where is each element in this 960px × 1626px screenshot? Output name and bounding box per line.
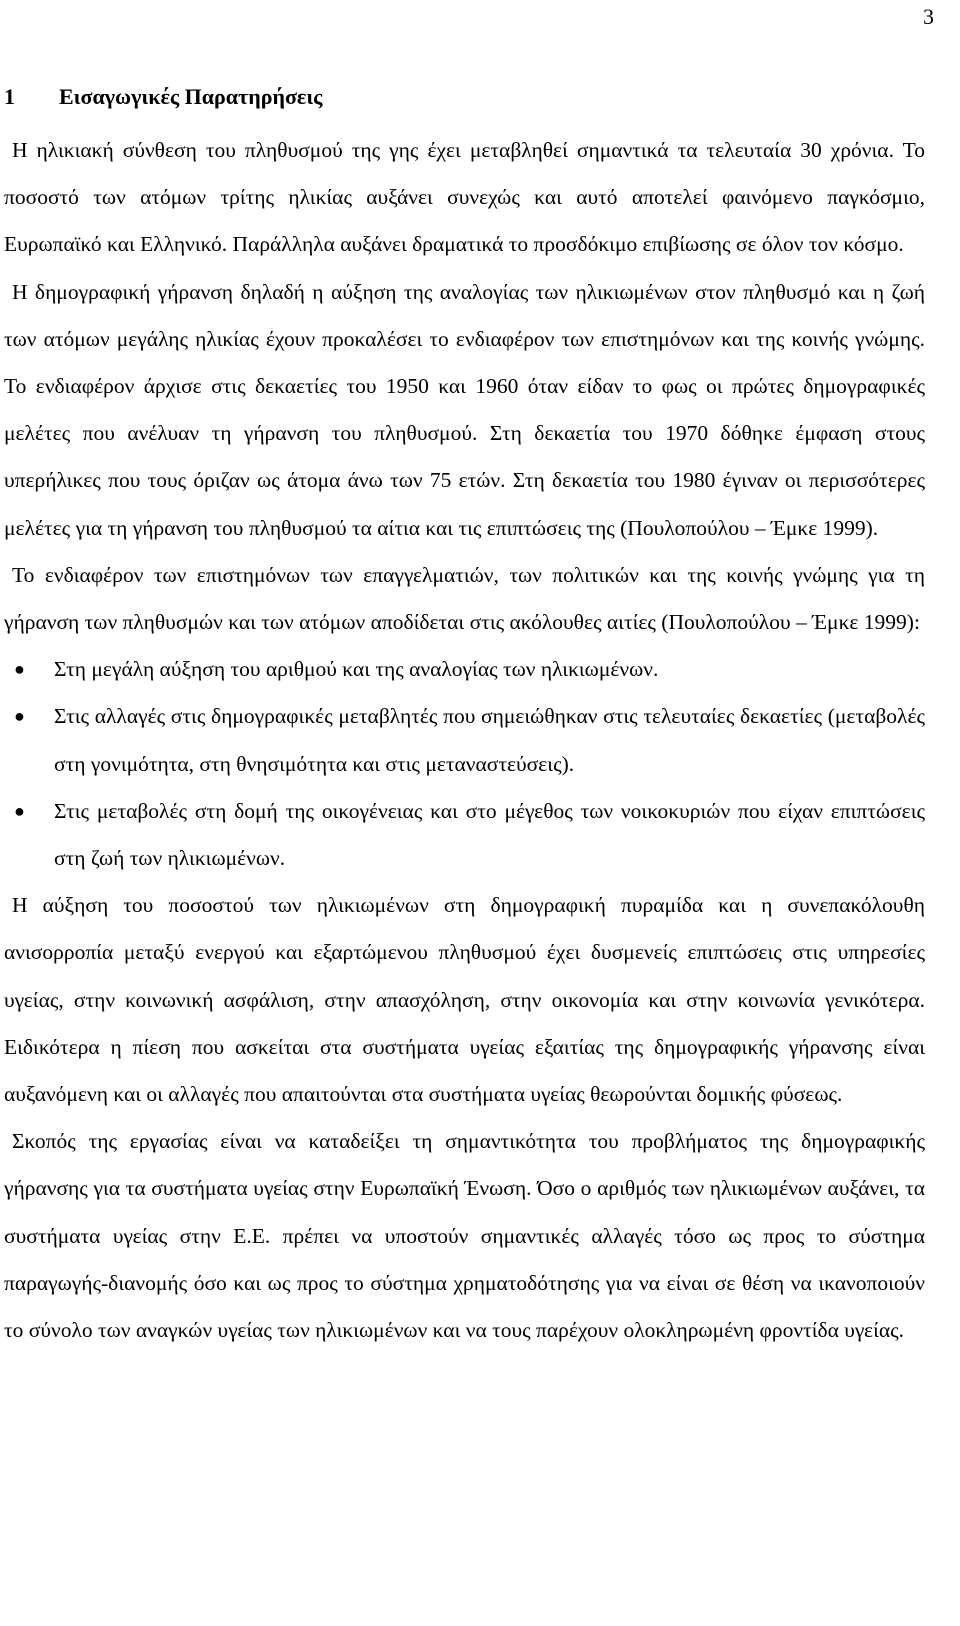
list-item-text: Στις αλλαγές στις δημογραφικές μεταβλητές που σημειώθηκαν στις τελευταίες δεκαετίες (μεταβολές στη γονιμότητα, στη θνησιμότητα και στις μεταναστεύσεις). <box>54 704 925 776</box>
section-heading <box>4 82 924 112</box>
list-item-text: Στη μεγάλη αύξηση του αριθμού και της αναλογίας των ηλικιωμένων. <box>54 657 659 682</box>
bullet-list <box>4 646 925 882</box>
document-body <box>4 127 925 1354</box>
page-number: 3 <box>923 4 934 29</box>
list-item-text: Στις μεταβολές στη δομή της οικογένειας και στο μέγεθος των νοικοκυριών που είχαν επιπτώσεις στη ζωή των ηλικιωμένων. <box>54 798 925 871</box>
section-number: 1 <box>4 84 15 109</box>
bullet-icon: ● <box>14 659 25 680</box>
list-item <box>4 693 925 787</box>
paragraph-3: Το ενδιαφέρον των επιστημόνων των επαγγελματιών, των πολιτικών και της κοινής γνώμης για τη γήρανση των πληθυσμών και των ατόμων αποδίδεται στις ακόλουθες αιτίες (Πουλοπούλου – Έμκε 1999): <box>4 562 925 635</box>
paragraph-5: Σκοπός της εργασίας είναι να καταδείξει τη σημαντικότητα του προβλήματος της δημογραφικής γήρανσης για τα συστήματα υγείας στην Ευρωπαϊκή Ένωση. Όσο ο αριθμός των ηλικιωμένων αυξάνει, τα συστήματα υγείας στην Ε.Ε. πρέπει να υποστούν σημαντικές αλλαγές τόσο ως προς το σύστημα παραγωγής-διανομής όσο και ως προς το σύστημα χρηματοδότησης για να είναι σε θέση να ικανοποιούν το σύνολο των αναγκών υγείας των ηλικιωμένων και να τους παρέχουν ολοκληρωμένη φροντίδα υγείας. <box>4 1129 925 1343</box>
bullet-icon: ● <box>14 800 25 821</box>
paragraph-4: Η αύξηση του ποσοστού των ηλικιωμένων στη δημογραφική πυραμίδα και η συνεπακόλουθη ανισορροπία μεταξύ ενεργού και εξαρτώμενου πληθυσμού έχει δυσμενείς επιπτώσεις στις υπηρεσίες υγείας, στην κοινωνική ασφάλιση, στην απασχόληση, στην οικονομία και στην κοινωνία γενικότερα. Ειδικότερα η πίεση που ασκείται στα συστήματα υγείας εξαιτίας της δημογραφικής γήρανσης είναι αυξανόμενη και οι αλλαγές που απαιτούνται στα συστήματα υγείας θεωρούνται δομικής φύσεως. <box>4 893 925 1107</box>
paragraph-2: Η δημογραφική γήρανση δηλαδή η αύξηση της αναλογίας των ηλικιωμένων στον πληθυσμό και η ζωή των ατόμων μεγάλης ηλικίας έχουν προκαλέσει το ενδιαφέρον των επιστημόνων και της κοινής γνώμης. Το ενδιαφέρον άρχισε στις δεκαετίες του 1950 και 1960 όταν είδαν το φως οι πρώτες δημογραφικές μελέτες που ανέλυαν τη γήρανση του πληθυσμού. Στη δεκαετία του 1970 δόθηκε έμφαση στους υπερήλικες που τους όριζαν ως άτομα άνω των 75 ετών. Στη δεκαετία του 1980 έγιναν οι περισσότερες μελέτες για τη γήρανση του πληθυσμού τα αίτια και τις επιπτώσεις της (Πουλοπούλου – Έμκε 1999). <box>4 279 925 540</box>
list-item <box>4 646 925 693</box>
list-item <box>4 788 925 882</box>
section-title: Εισαγωγικές Παρατηρήσεις <box>59 84 323 109</box>
paragraph-1: Η ηλικιακή σύνθεση του πληθυσμού της γης έχει μεταβληθεί σημαντικά τα τελευταία 30 χρόνια. Το ποσοστό των ατόμων τρίτης ηλικίας αυξάνει συνεχώς και αυτό αποτελεί φαινόμενο παγκόσμιο, Ευρωπαϊκό και Ελληνικό. Παράλληλα αυξάνει δραματικά το προσδόκιμο επιβίωσης σε όλον τον κόσμο. <box>4 138 925 257</box>
bullet-icon: ● <box>14 706 25 727</box>
